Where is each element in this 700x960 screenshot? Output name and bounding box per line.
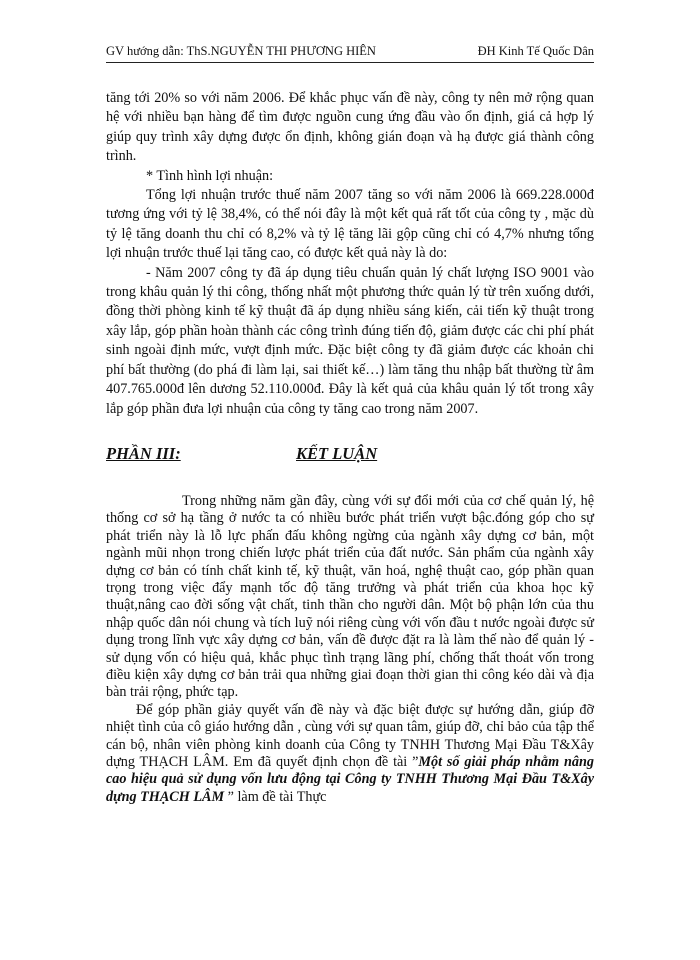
part-heading (106, 443, 594, 465)
part-title: KẾT LUẬN (296, 443, 378, 463)
conclusion-paragraph-1: Trong những năm gần đây, cùng với sự đổi mới của cơ chế quản lý, hệ thống cơ sở hạ tầng ở nước ta có nhiều bước phát triển vượt bậc.đóng góp cho sự phát triển này là lỗ lực phấn đấu không ngừng của ngành xây dựng cơ bản, một ngành mũi nhọn trong chiến lược phát triển của đất nước. Sản phẩm của ngành xây dựng cơ bản có tính chất kinh tế, kỹ thuật, văn hoá, nghệ thuật cao, góp phần quan trọng trong việc đẩy mạnh tốc độ tăng trưởng và phát triển của khoa học kỹ thuật,nâng cao đời sống vật chất, tinh thần cho người dân. Một bộ phận lớn của thu nhập quốc dân nói chung và tích luỹ nói riêng cùng với vốn đầu t nước ngoài được sử dụng trong lĩnh vực xây dựng cơ bản, vấn đề được đặt ra là làm thế nào để quản lý - sử dụng vốn có hiệu quả, khắc phục tình trạng lãng phí, chống thất thoát vốn trong điều kiện xây dựng cơ bản trải qua những giai đoạn thời gian thi công kéo dài và địa bàn trải rộng, phức tạp. (106, 492, 594, 701)
paragraph-iso-9001: - Năm 2007 công ty đã áp dụng tiêu chuẩn quản lý chất lượng ISO 9001 vào trong khâu quản lý thi công, thống nhất một phương thức quản lý từ trên xuống dưới, đồng thời phòng kinh tế kỹ thuật đã áp dụng nhiều sáng kiến, cải tiến kỹ thuật trong xây lắp, góp phần hoàn thành các công trình đúng tiến độ, giảm được các chi phí phát sinh ngoài định mức, vượt định mức. Đặc biệt công ty đã giảm được các khoản chi phí bất thường (do phá đi làm lại, sai thiết kế…) làm tăng thu nhập bất thường từ âm 407.765.000đ lên dương 52.110.000đ. Đây là kết quả của khâu quản lý tốt trong xây lắp góp phần đưa lợi nhuận của công ty tăng cao trong năm 2007. (106, 264, 594, 417)
document-body (106, 89, 594, 806)
conclusion-paragraph-2 (106, 702, 594, 806)
paragraph-material-supply: tăng tới 20% so với năm 2006. Để khắc phục vấn đề này, công ty nên mở rộng quan hệ với nhiều bạn hàng để tìm được nguồn cung ứng đầu vào ổn định, giá cả hợp lý giúp quy trình xây dựng được ổn định, không gián đoạn và hạ được giá thành công trình. (106, 90, 594, 165)
conclusion-text-after-topic: ” làm đề tài Thực (224, 788, 327, 805)
paragraph-profit-overview: Tổng lợi nhuận trước thuế năm 2007 tăng so với năm 2006 là 669.228.000đ tương ứng với tỷ lệ 38,4%, có thể nói đây là một kết quả rất tốt của công ty , mặc dù tỷ lệ tăng doanh thu chỉ có 8,2% và tỷ lệ tăng lãi gộp cũng chỉ có 4,7% nhưng tổng lợi nhuận trước thuế lại tăng cao, có được kết quả này là do: (106, 187, 594, 262)
section-heading-profit: * Tình hình lợi nhuận: (146, 167, 274, 184)
conclusion-text-before-topic: Để góp phần giảy quyết vấn đề này và đặc biệt được sự hướng dẫn, giúp đỡ nhiệt tình của cô giáo hướng dẫn , cùng với sự quan tâm, giúp đỡ, chỉ bảo của tập thể cán bộ, nhân viên phòng kinh doanh của Công ty TNHH Thương Mại Đầu T&Xây dựng THẠCH LÂM. Em đã quyết định chọn đề tài ” (106, 701, 594, 770)
thesis-topic-title: Một số giải pháp nhằm nâng cao hiệu quả sử dụng vốn lưu động tại Công ty TNHH Thương Mại Đầu T&Xây dựng THẠCH LÂM (106, 754, 595, 805)
part-label: PHẦN III: (106, 443, 181, 463)
header-rule (106, 62, 594, 63)
page-header (106, 43, 594, 65)
header-advisor: GV hướng dẫn: ThS.NGUYỄN THI PHƯƠNG HIÊN (106, 44, 376, 58)
header-university: ĐH Kinh Tế Quốc Dân (477, 44, 594, 58)
